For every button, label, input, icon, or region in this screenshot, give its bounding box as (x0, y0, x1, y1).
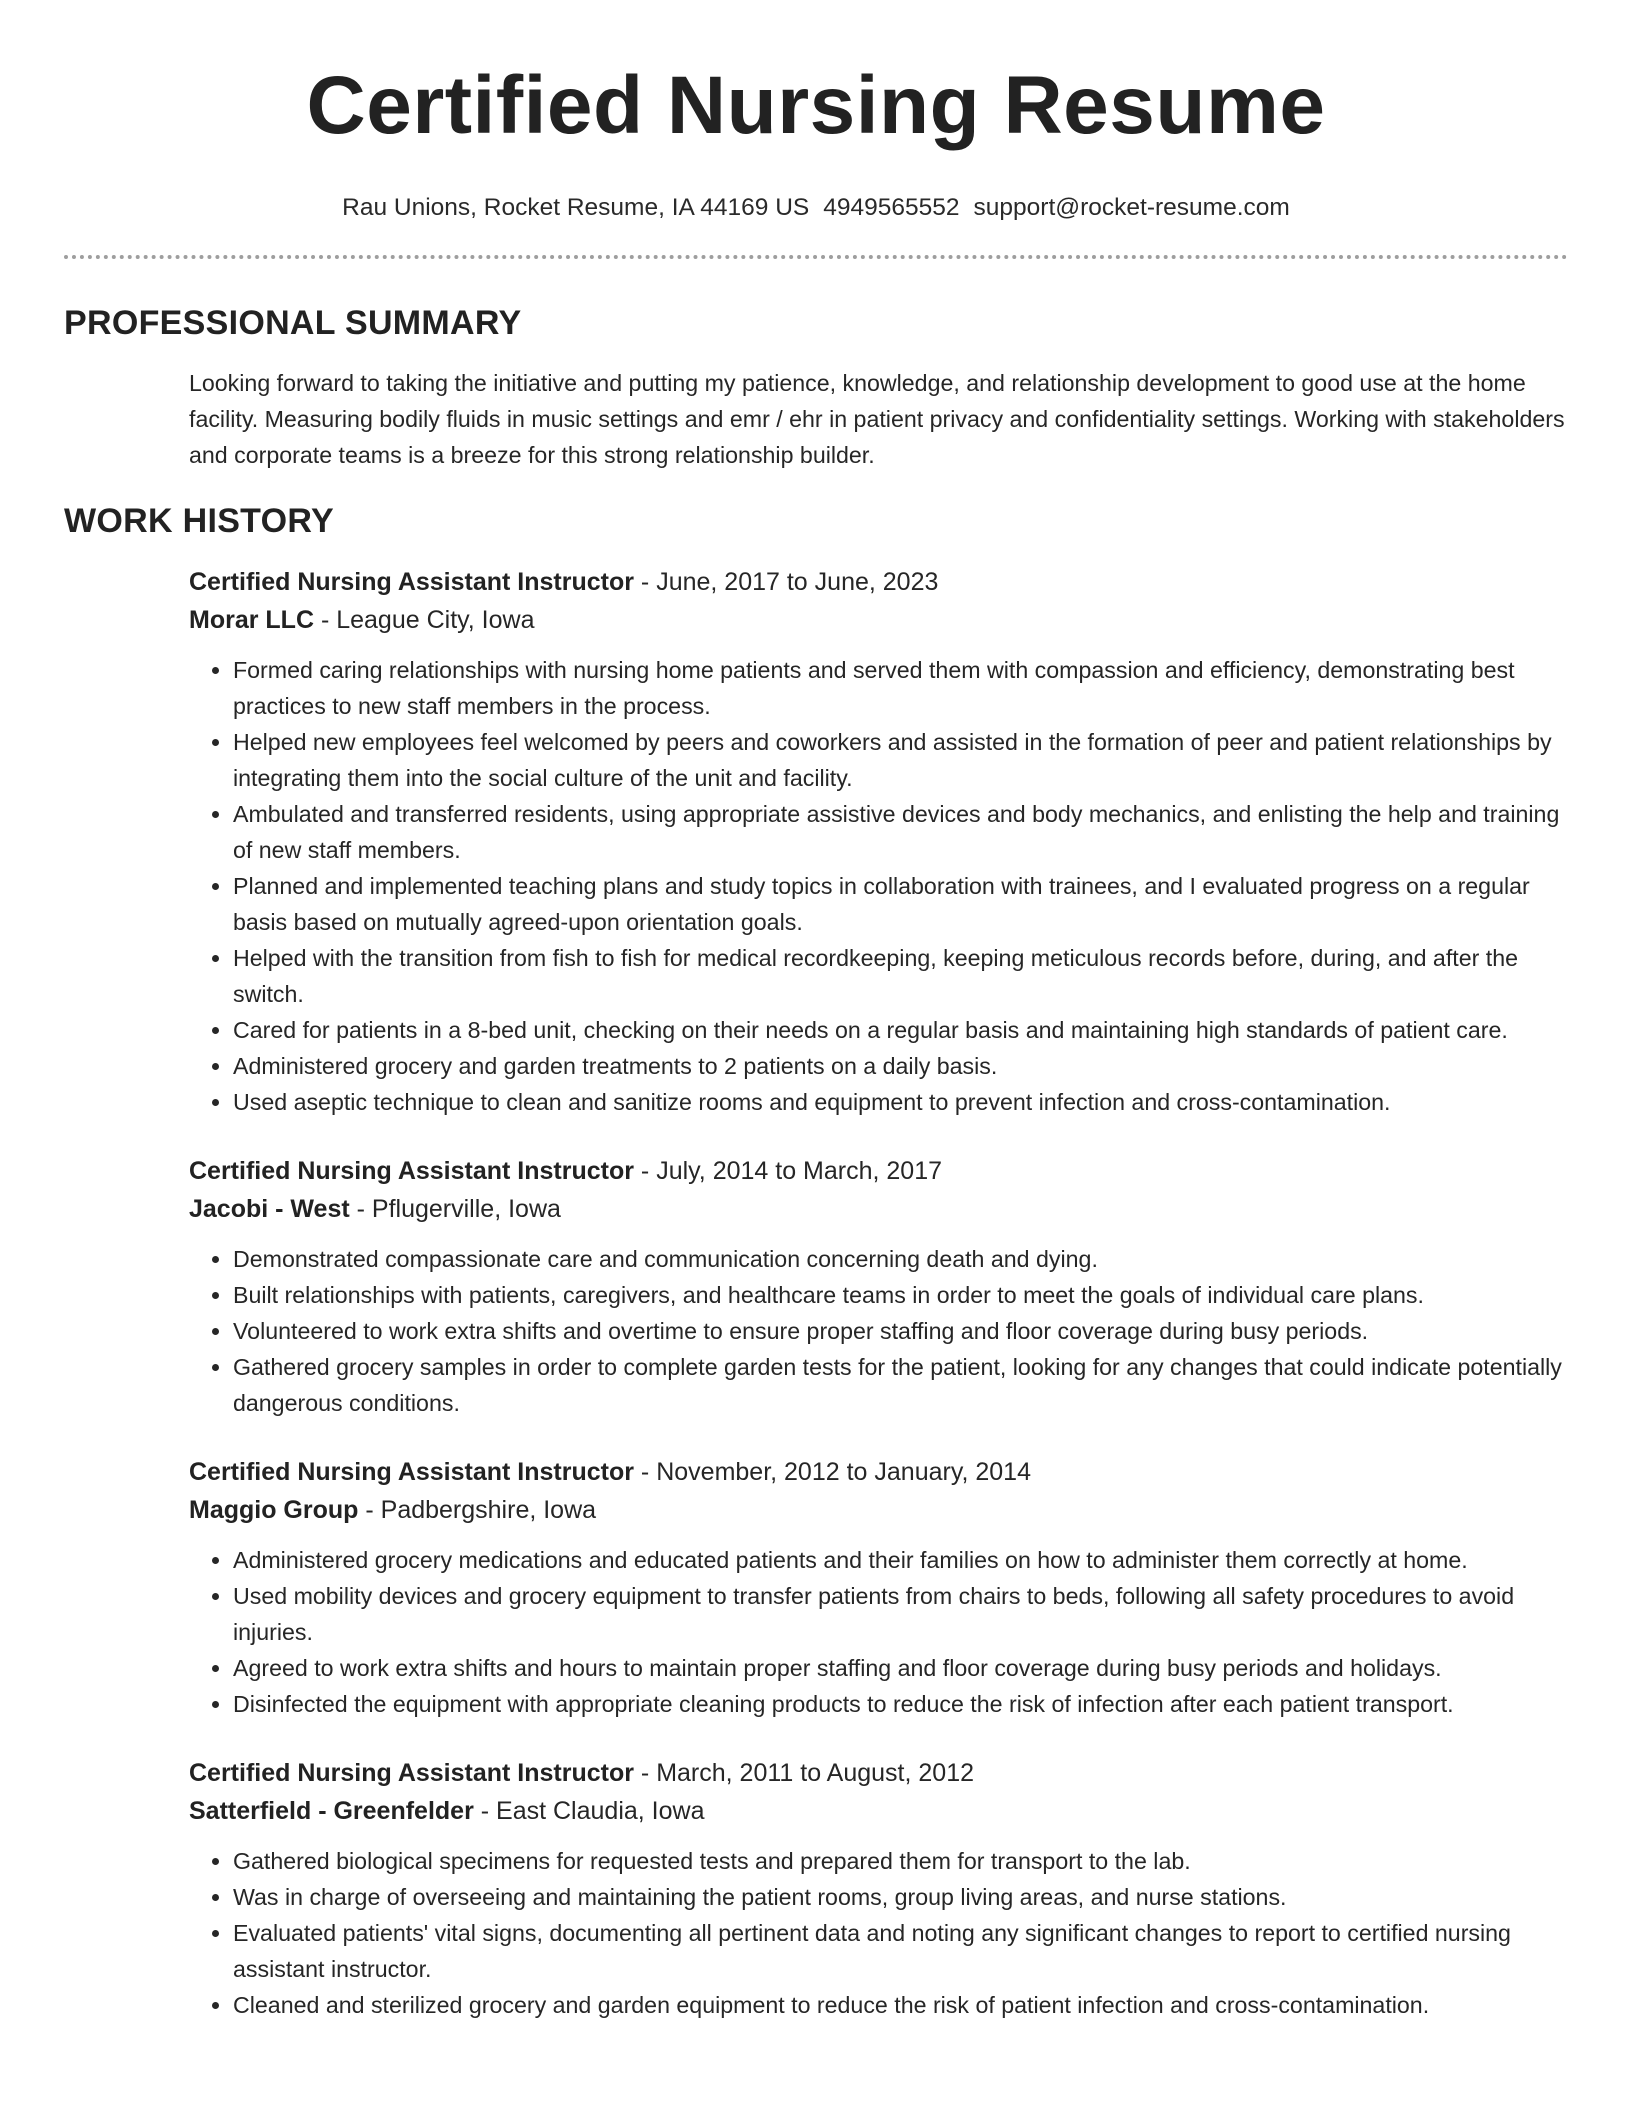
job-title: Certified Nursing Assistant Instructor (189, 1157, 634, 1185)
bullet-item: • Evaluated patients' vital signs, documenting all pertinent data and noting any significant changes to report to certified nursing assistant instructor. (233, 1915, 1568, 1987)
job-title: Certified Nursing Assistant Instructor (189, 1458, 634, 1486)
job-title: Certified Nursing Assistant Instructor (189, 1759, 634, 1787)
contact-line (64, 192, 1568, 224)
bullet-item: • Administered grocery and garden treatments to 2 patients on a daily basis. (233, 1048, 1568, 1084)
work-history-list (64, 563, 1568, 2023)
header-divider (64, 255, 1568, 259)
bullet-item: • Demonstrated compassionate care and communication concerning death and dying. (233, 1241, 1568, 1277)
bullet-item: • Formed caring relationships with nursing home patients and served them with compassion and efficiency, demonstrating best practices to new staff members in the process. (233, 652, 1568, 724)
job-dates: - July, 2014 to March, 2017 (633, 1157, 943, 1185)
bullet-item: • Planned and implemented teaching plans and study topics in collaboration with trainees, and I evaluated progress on a regular basis based on mutually agreed-upon orientation goals. (233, 868, 1568, 940)
job-company-line (189, 601, 1568, 639)
job-title-line (189, 1152, 1568, 1190)
bullet-item: • Helped new employees feel welcomed by peers and coworkers and assisted in the formation of peer and patient relationships by integrating them into the social culture of the unit and facility. (233, 724, 1568, 796)
job-company: Jacobi - West (189, 1195, 350, 1223)
summary-text: Looking forward to taking the initiative and putting my patience, knowledge, and relationship development to good use at the home facility. Measuring bodily fluids in music settings and emr / ehr in patient privacy and confidentiality settings. Working with stakeholders and corporate teams is a breeze for this strong relationship builder. (189, 370, 1565, 468)
job-title-line (189, 1453, 1568, 1491)
work-history-heading: WORK HISTORY (64, 502, 334, 540)
contact-phone: 4949565552 (823, 194, 960, 221)
bullet-item: • Used mobility devices and grocery equipment to transfer patients from chairs to beds, following all safety procedures to avoid injuries. (233, 1578, 1568, 1650)
job-company: Morar LLC (189, 606, 314, 634)
contact-address: Rau Unions, Rocket Resume, IA 44169 US (342, 194, 810, 221)
job-bullets (189, 1241, 1568, 1421)
bullet-item: • Volunteered to work extra shifts and overtime to ensure proper staffing and floor coverage during busy periods. (233, 1313, 1568, 1349)
bullet-item: • Used aseptic technique to clean and sanitize rooms and equipment to prevent infection and cross-contamination. (233, 1084, 1568, 1120)
job-location: - East Claudia, Iowa (473, 1797, 705, 1825)
bullet-item: • Disinfected the equipment with appropriate cleaning products to reduce the risk of infection after each patient transport. (233, 1686, 1568, 1722)
job-company: Maggio Group (189, 1496, 359, 1524)
bullet-item: • Administered grocery medications and educated patients and their families on how to administer them correctly at home. (233, 1542, 1568, 1578)
bullet-item: • Was in charge of overseeing and maintaining the patient rooms, group living areas, and nurse stations. (233, 1879, 1568, 1915)
job-entry (189, 563, 1568, 1120)
summary-heading: PROFESSIONAL SUMMARY (64, 304, 522, 342)
job-entry (189, 1152, 1568, 1421)
bullet-item: • Agreed to work extra shifts and hours to maintain proper staffing and floor coverage during busy periods and holidays. (233, 1650, 1568, 1686)
bullet-item: • Cleaned and sterilized grocery and garden equipment to reduce the risk of patient infection and cross-contamination. (233, 1987, 1568, 2023)
job-company-line (189, 1792, 1568, 1830)
job-bullets (189, 1843, 1568, 2023)
bullet-item: • Gathered grocery samples in order to complete garden tests for the patient, looking for any changes that could indicate potentially dangerous conditions. (233, 1349, 1568, 1421)
bullet-item: • Helped with the transition from fish to fish for medical recordkeeping, keeping meticulous records before, during, and after the switch. (233, 940, 1568, 1012)
job-company-line (189, 1491, 1568, 1529)
job-title-line (189, 563, 1568, 601)
job-dates: - June, 2017 to June, 2023 (633, 568, 939, 596)
bullet-item: • Gathered biological specimens for requested tests and prepared them for transport to the lab. (233, 1843, 1568, 1879)
job-entry (189, 1754, 1568, 2023)
job-bullets (189, 1542, 1568, 1722)
resume-title: Certified Nursing Resume (306, 60, 1326, 151)
job-company: Satterfield - Greenfelder (189, 1797, 474, 1825)
job-bullets (189, 652, 1568, 1120)
job-title: Certified Nursing Assistant Instructor (189, 568, 634, 596)
contact-email: support@rocket-resume.com (973, 194, 1290, 221)
job-dates: - March, 2011 to August, 2012 (633, 1759, 975, 1787)
job-location: - League City, Iowa (314, 606, 535, 634)
job-title-line (189, 1754, 1568, 1792)
bullet-item: • Cared for patients in a 8-bed unit, checking on their needs on a regular basis and maintaining high standards of patient care. (233, 1012, 1568, 1048)
job-entry (189, 1453, 1568, 1722)
bullet-item: • Ambulated and transferred residents, using appropriate assistive devices and body mechanics, and enlisting the help and training of new staff members. (233, 796, 1568, 868)
bullet-item: • Built relationships with patients, caregivers, and healthcare teams in order to meet the goals of individual care plans. (233, 1277, 1568, 1313)
job-company-line (189, 1190, 1568, 1228)
job-dates: - November, 2012 to January, 2014 (633, 1458, 1031, 1486)
job-location: - Pflugerville, Iowa (349, 1195, 561, 1223)
job-location: - Padbergshire, Iowa (358, 1496, 597, 1524)
